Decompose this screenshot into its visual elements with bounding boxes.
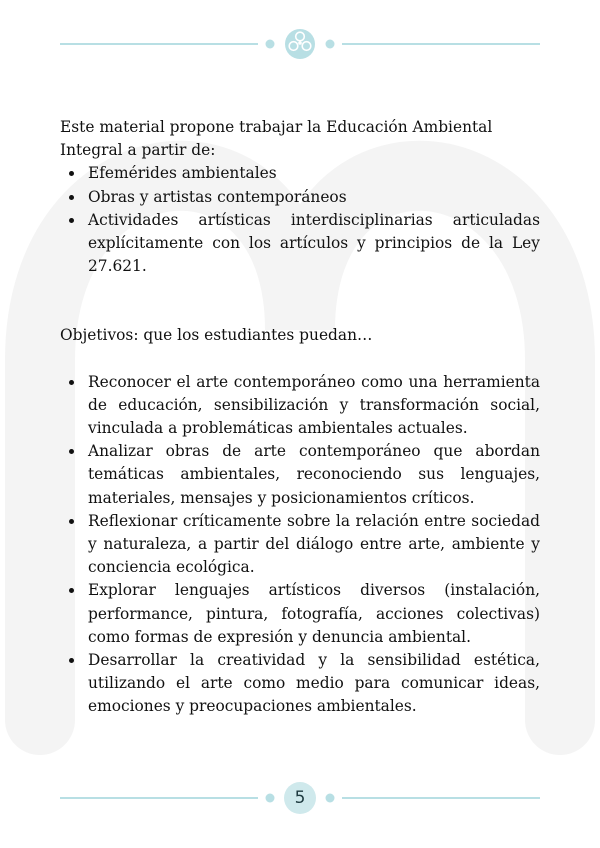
page-content: [60, 116, 540, 719]
top-divider: [60, 29, 540, 59]
objective-item: Reconocer el arte contemporáneo como una herramienta de educación, sensibilización y transformación social, vinculada a problemáticas ambientales actuales.: [88, 371, 540, 441]
page-number: 5: [284, 782, 316, 814]
objective-item: Reflexionar críticamente sobre la relación entre sociedad y naturaleza, a partir del diálogo entre arte, ambiente y conciencia ecológica.: [88, 510, 540, 580]
intro-list: [60, 162, 540, 278]
objectives-list: [60, 371, 540, 719]
objective-item: Analizar obras de arte contemporáneo que abordan temáticas ambientales, reconociendo sus lenguajes, materiales, mensajes y posicionamientos críticos.: [88, 440, 540, 510]
intro-item: Actividades artísticas interdisciplinarias articuladas explícitamente con los artículos y principios de la Ley 27.621.: [88, 209, 540, 279]
flower-ornament-icon: [285, 29, 315, 59]
objective-item: Explorar lenguajes artísticos diversos (instalación, performance, pintura, fotografía, acciones colectivas) como formas de expresión y denuncia ambiental.: [88, 579, 540, 649]
objective-item: Desarrollar la creatividad y la sensibilidad estética, utilizando el arte como medio para comunicar ideas, emociones y preocupaciones ambientales.: [88, 649, 540, 719]
objectives-title: Objetivos: que los estudiantes puedan…: [60, 326, 373, 345]
intro-item: Efemérides ambientales: [88, 162, 540, 185]
intro-item: Obras y artistas contemporáneos: [88, 186, 540, 209]
intro-text: Este material propone trabajar la Educación Ambiental Integral a partir de:: [60, 118, 493, 160]
